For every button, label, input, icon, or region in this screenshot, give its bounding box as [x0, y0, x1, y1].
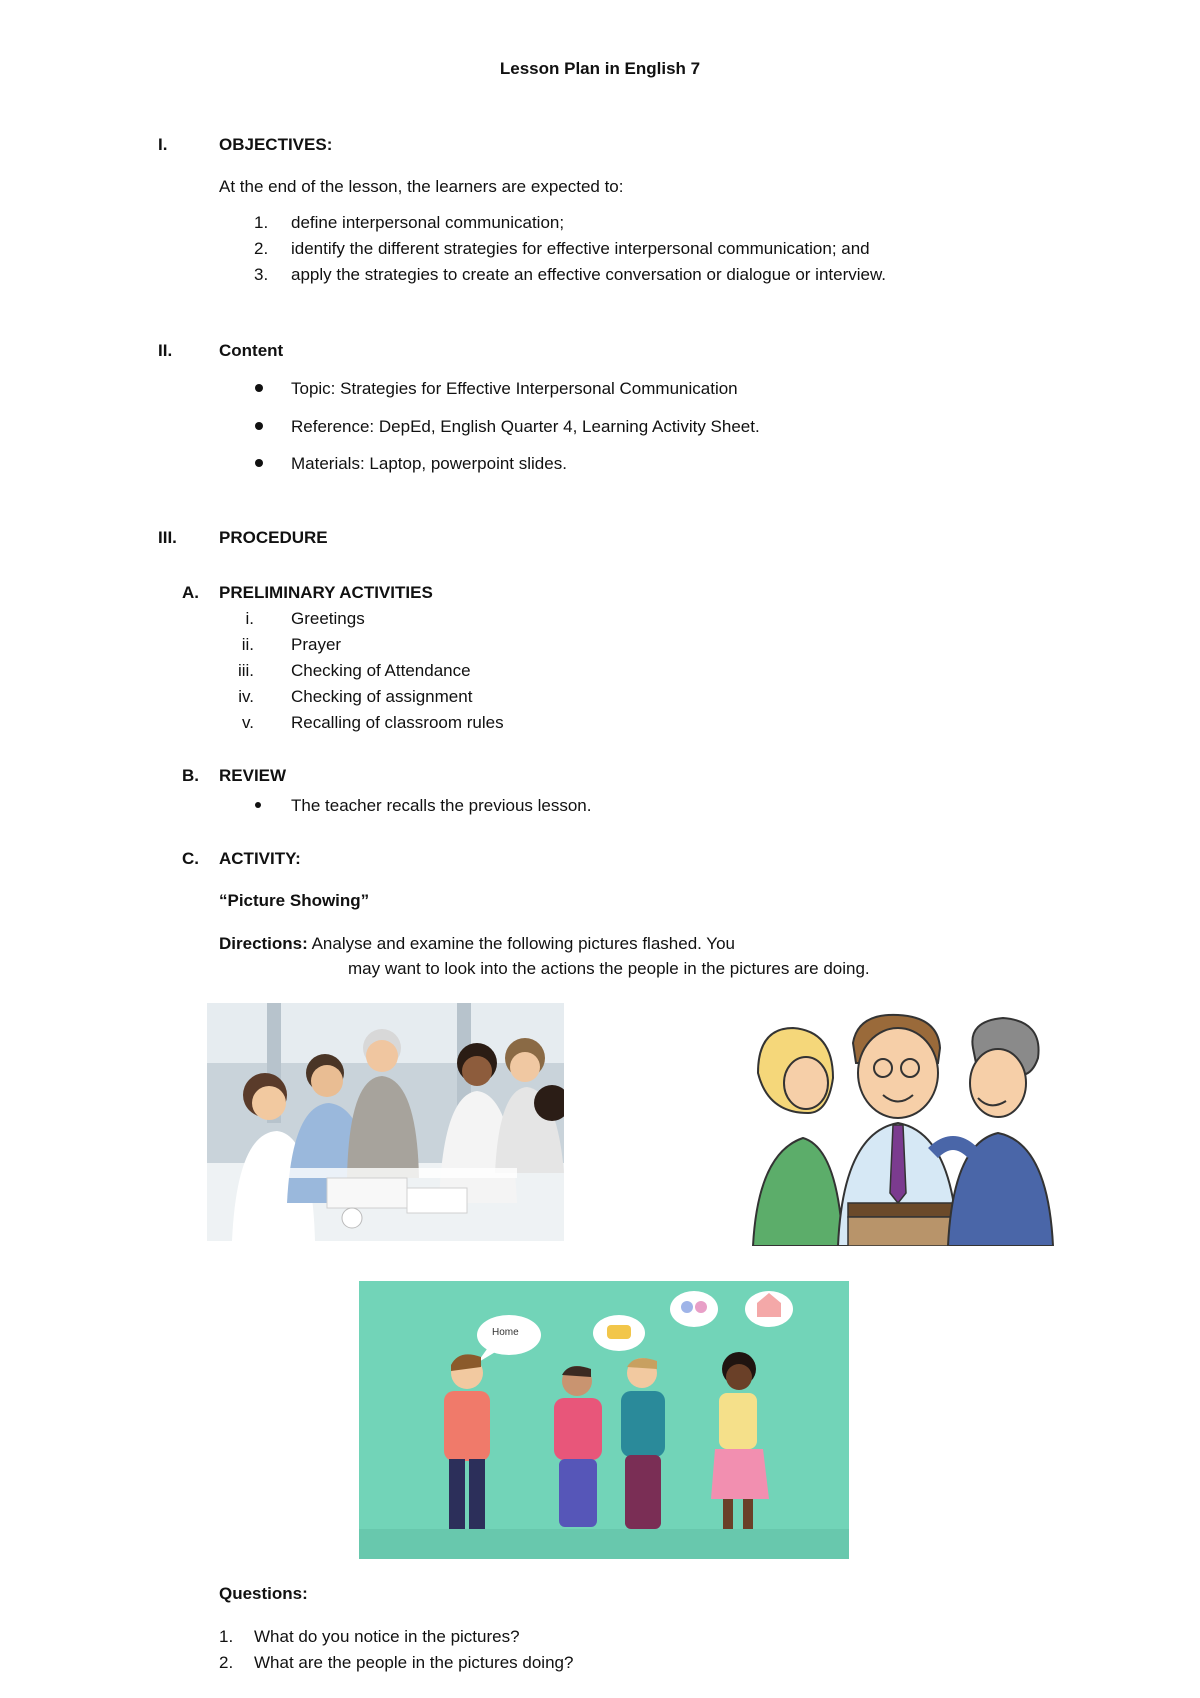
- bullet-icon: [255, 384, 263, 392]
- activity-heading: ACTIVITY:: [219, 849, 301, 868]
- directions-line-1: [219, 933, 735, 955]
- meeting-photo: [207, 1003, 564, 1241]
- preliminary-item: Recalling of classroom rules: [291, 713, 504, 732]
- directions-line-2: may want to look into the actions the people in the pictures are doing.: [348, 959, 870, 978]
- objective-item: apply the strategies to create an effective conversation or dialogue or interview.: [291, 265, 887, 284]
- objectives-intro: At the end of the lesson, the learners are expected to:: [219, 177, 624, 196]
- objective-number: 1.: [254, 213, 269, 232]
- list-numeral: ii.: [241, 635, 254, 654]
- section-numeral-content: II.: [158, 341, 173, 360]
- procedure-heading: PROCEDURE: [219, 528, 328, 547]
- cartoon-people-illustration: [748, 1003, 1058, 1246]
- questions-heading: Questions:: [219, 1584, 308, 1603]
- page-title: Lesson Plan in English 7: [499, 59, 701, 78]
- question-number: 1.: [219, 1627, 234, 1646]
- list-numeral: v.: [242, 713, 254, 732]
- preliminary-item: Prayer: [291, 635, 342, 654]
- directions-text: Analyse and examine the following pictures flashed. You: [311, 934, 735, 953]
- speech-bubble-text: Home: [492, 1327, 519, 1338]
- group-conversation-picture: [359, 1281, 849, 1559]
- subsection-letter-b: B.: [182, 766, 199, 785]
- section-numeral-procedure: III.: [158, 528, 177, 547]
- review-item: The teacher recalls the previous lesson.: [291, 796, 592, 815]
- preliminary-item: Greetings: [291, 609, 365, 628]
- content-item: Materials: Laptop, powerpoint slides.: [291, 454, 567, 473]
- group-conversation-illustration: [359, 1281, 849, 1559]
- section-numeral-objectives: I.: [158, 135, 168, 154]
- activity-name: “Picture Showing”: [219, 891, 370, 910]
- subsection-letter-c: C.: [182, 849, 199, 868]
- bullet-icon: [255, 802, 261, 808]
- content-item: Reference: DepEd, English Quarter 4, Learning Activity Sheet.: [291, 417, 760, 436]
- directions-label: Directions:: [219, 934, 308, 953]
- objectives-heading: OBJECTIVES:: [219, 135, 333, 154]
- bullet-icon: [255, 459, 263, 467]
- question-item: What do you notice in the pictures?: [254, 1627, 520, 1646]
- objective-number: 2.: [254, 239, 269, 258]
- preliminary-item: Checking of Attendance: [291, 661, 471, 680]
- objective-number: 3.: [254, 265, 269, 284]
- list-numeral: iii.: [237, 661, 254, 680]
- question-item: What are the people in the pictures doing?: [254, 1653, 574, 1672]
- list-numeral: i.: [245, 609, 254, 628]
- question-number: 2.: [219, 1653, 234, 1672]
- bullet-icon: [255, 422, 263, 430]
- content-item: Topic: Strategies for Effective Interpersonal Communication: [291, 379, 738, 398]
- objective-item: define interpersonal communication;: [291, 213, 565, 232]
- meeting-photo-illustration: [207, 1003, 564, 1241]
- review-heading: REVIEW: [219, 766, 287, 785]
- objective-item: identify the different strategies for effective interpersonal communication; and: [291, 239, 870, 258]
- cartoon-people-picture: [748, 1003, 1058, 1246]
- preliminary-heading: PRELIMINARY ACTIVITIES: [219, 583, 433, 602]
- list-numeral: iv.: [238, 687, 254, 706]
- preliminary-item: Checking of assignment: [291, 687, 473, 706]
- content-heading: Content: [219, 341, 284, 360]
- subsection-letter-a: A.: [182, 583, 199, 602]
